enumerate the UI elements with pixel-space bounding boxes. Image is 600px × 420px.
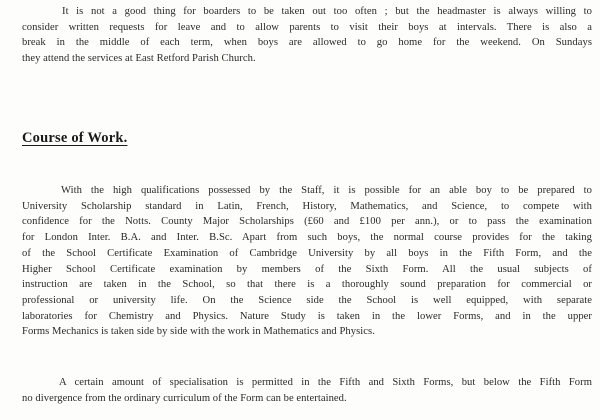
text-line: of the School Certificate Examination of Cambridge University by all boys in the Fifth Form, and the [22, 247, 592, 259]
paragraph-boarders-leave [22, 4, 592, 67]
text-line: Forms Mechanics is taken side by side with the work in Mathematics and Physics. [22, 326, 375, 338]
text-line: University Scholarship standard in Latin, French, History, Mathematics, and Science, to compete with [22, 200, 592, 212]
text-line: break in the middle of each term, when boys are allowed to go home for the weekend. On Sundays [22, 37, 592, 49]
text-line: laboratories for Chemistry and Physics. Nature Study is taken in the lower Forms, and in the upper [22, 310, 592, 322]
text-line: confidence for the Notts. County Major Scholarships (£60 and £100 per ann.), or to pass the examination [22, 216, 592, 228]
paragraph-specialisation [22, 375, 592, 406]
text-line: instruction are taken in the School, so that there is a thoroughly sound preparation for commercial or [22, 279, 592, 291]
text-line: they attend the services at East Retford Parish Church. [22, 53, 256, 65]
text-line: A certain amount of specialisation is permitted in the Fifth and Sixth Forms, but below the Fifth Form [59, 377, 592, 388]
text-line: It is not a good thing for boarders to be taken out too often ; but the headmaster is always willing to [62, 6, 592, 17]
text-line: no divergence from the ordinary curriculum of the Form can be entertained. [22, 392, 347, 404]
section-heading: Course of Work. [22, 130, 128, 146]
text-line: Higher School Certificate examination by members of the Sixth Form. All the usual subjects of [22, 263, 592, 275]
text-line: for London Inter. B.A. and Inter. B.Sc. Apart from such boys, the normal course provides for the taking [22, 232, 592, 244]
text-line: With the high qualifications possessed by the Staff, it is possible for an able boy to be prepared to [61, 185, 592, 196]
text-line: professional or university life. On the Science side the School is well equipped, with separate [22, 294, 592, 306]
paragraph-course-of-work [22, 183, 592, 340]
text-line: consider written requests for leave and to allow parents to visit their boys at intervals. There is also a [22, 21, 592, 33]
